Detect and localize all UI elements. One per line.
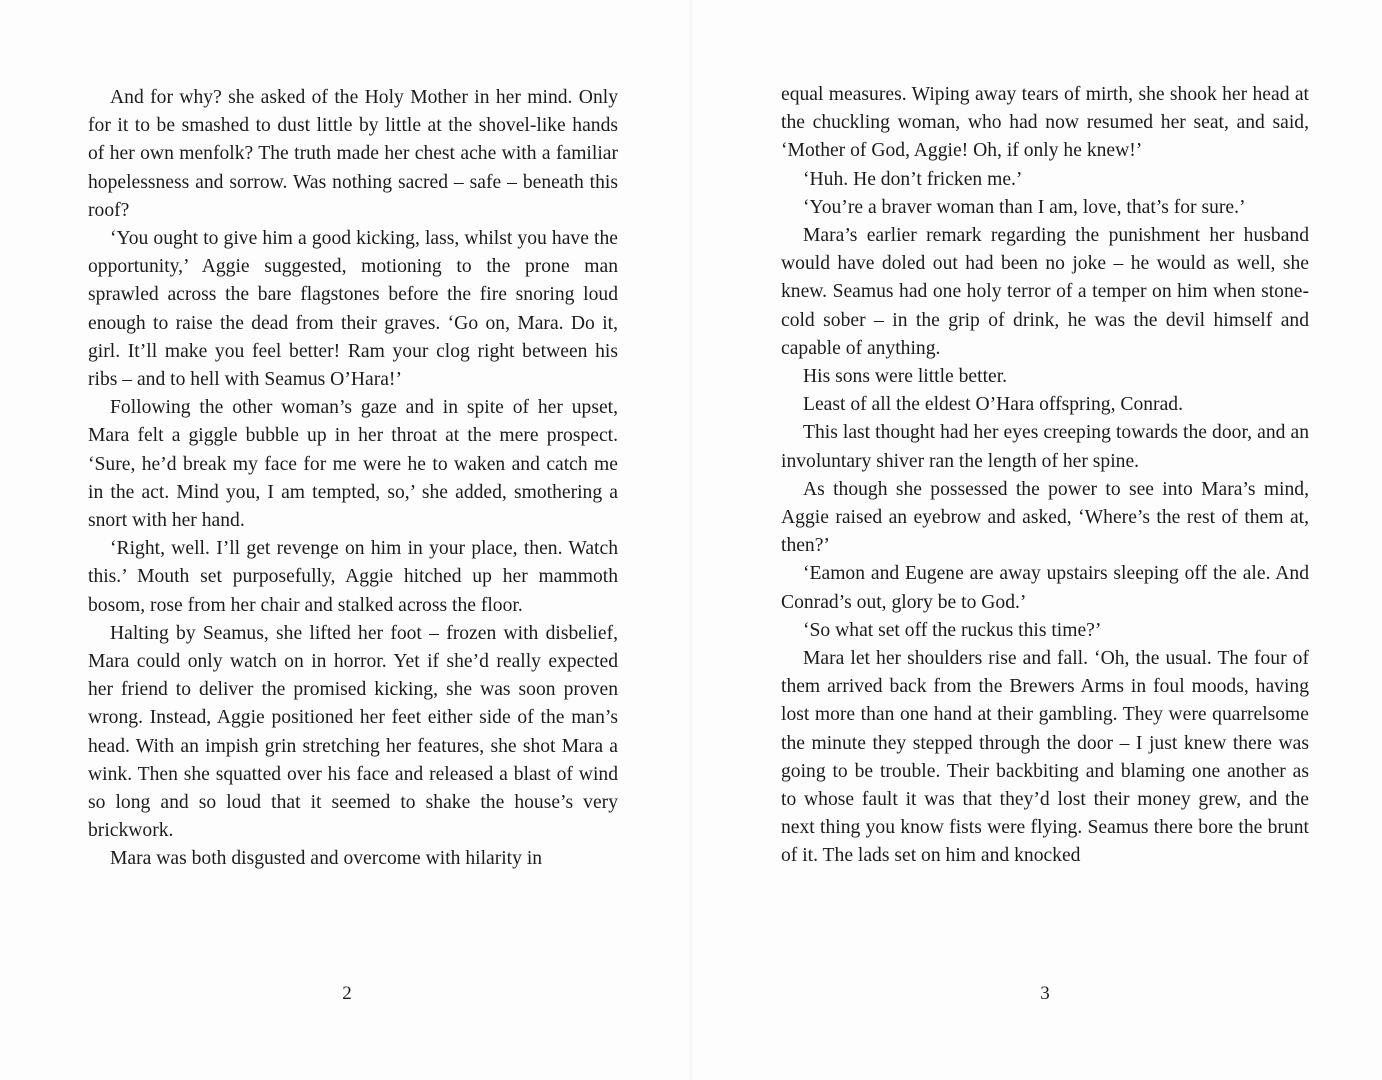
- paragraph: ‘So what set off the ruckus this time?’: [803, 619, 1102, 641]
- paragraph: ‘Eamon and Eugene are away upstairs sleeping off the ale. And Conrad’s out, glory be to God.’: [781, 563, 1309, 613]
- paragraph: His sons were little better.: [803, 366, 1008, 388]
- right-page-body: [781, 81, 1309, 871]
- page-number: 3: [1040, 983, 1050, 1004]
- paragraph: ‘Right, well. I’ll get revenge on him in your place, then. Watch this.’ Mouth set purposefully, Aggie hitched up her mammoth bosom, rose from her chair and stalked across the floor.: [88, 538, 618, 616]
- page-number: 2: [342, 983, 352, 1004]
- right-page: [691, 0, 1382, 1080]
- paragraph: Halting by Seamus, she lifted her foot – frozen with disbelief, Mara could only watch on in horror. Yet if she’d really expected her friend to deliver the promised kicking, she was soon proven wrong. Instead, Aggie positioned her feet either side of the man’s head. With an impish grin stretching her features, she shot Mara a wink. Then she squatted over his face and released a blast of wind so long and so loud that it seemed to shake the house’s very brickwork.: [88, 622, 618, 842]
- paragraph: Least of all the eldest O’Hara offspring, Conrad.: [803, 394, 1183, 416]
- paragraph: ‘You’re a braver woman than I am, love, that’s for sure.’: [803, 196, 1246, 218]
- paragraph-continuation: equal measures. Wiping away tears of mirth, she shook her head at the chuckling woman, who had now resumed her seat, and said, ‘Mother of God, Aggie! Oh, if only he knew!’: [781, 84, 1309, 162]
- paragraph: Mara let her shoulders rise and fall. ‘Oh, the usual. The four of them arrived back from the Brewers Arms in foul moods, having lost more than one hand at their gambling. They were quarrelsome the minute they stepped through the door – I just knew there was going to be trouble. Their backbiting and blaming one another as to whose fault it was that they’d lost their money grew, and the next thing you know fists were flying. Seamus there bore the brunt of it. The lads set on him and knocked: [781, 648, 1309, 867]
- paragraph: This last thought had her eyes creeping towards the door, and an involuntary shiver ran the length of her spine.: [781, 422, 1309, 472]
- paragraph: Mara was both disgusted and overcome with hilarity in: [110, 848, 543, 870]
- paragraph: ‘You ought to give him a good kicking, lass, whilst you have the opportunity,’ Aggie suggested, motioning to the prone man sprawled across the bare flagstones before the fire snoring loud enough to raise the dead from their graves. ‘Go on, Mara. Do it, girl. It’ll make you feel better! Ram your clog right between his ribs – and to hell with Seamus O’Hara!’: [88, 228, 618, 391]
- paragraph: As though she possessed the power to see into Mara’s mind, Aggie raised an eyebrow and asked, ‘Where’s the rest of them at, then?’: [781, 478, 1309, 557]
- paragraph: Following the other woman’s gaze and in spite of her upset, Mara felt a giggle bubble up in her throat at the mere prospect. ‘Sure, he’d break my face for me were he to waken and catch me in the act. Mind you, I am tempted, so,’ she added, smothering a snort with her hand.: [88, 397, 618, 532]
- paragraph: ‘Huh. He don’t fricken me.’: [803, 168, 1023, 190]
- paragraph: Mara’s earlier remark regarding the punishment her husband would have doled out had been no joke – he would as well, she knew. Seamus had one holy terror of a temper on him when stone-cold sober – in the grip of drink, he was the devil himself and capable of anything.: [781, 225, 1309, 359]
- left-page-body: [88, 84, 618, 874]
- paragraph: And for why? she asked of the Holy Mother in her mind. Only for it to be smashed to dust little by little at the shovel-like hands of her own menfolk? The truth made her chest ache with a familiar hopelessness and sorrow. Was nothing sacred – safe – beneath this roof?: [88, 87, 618, 221]
